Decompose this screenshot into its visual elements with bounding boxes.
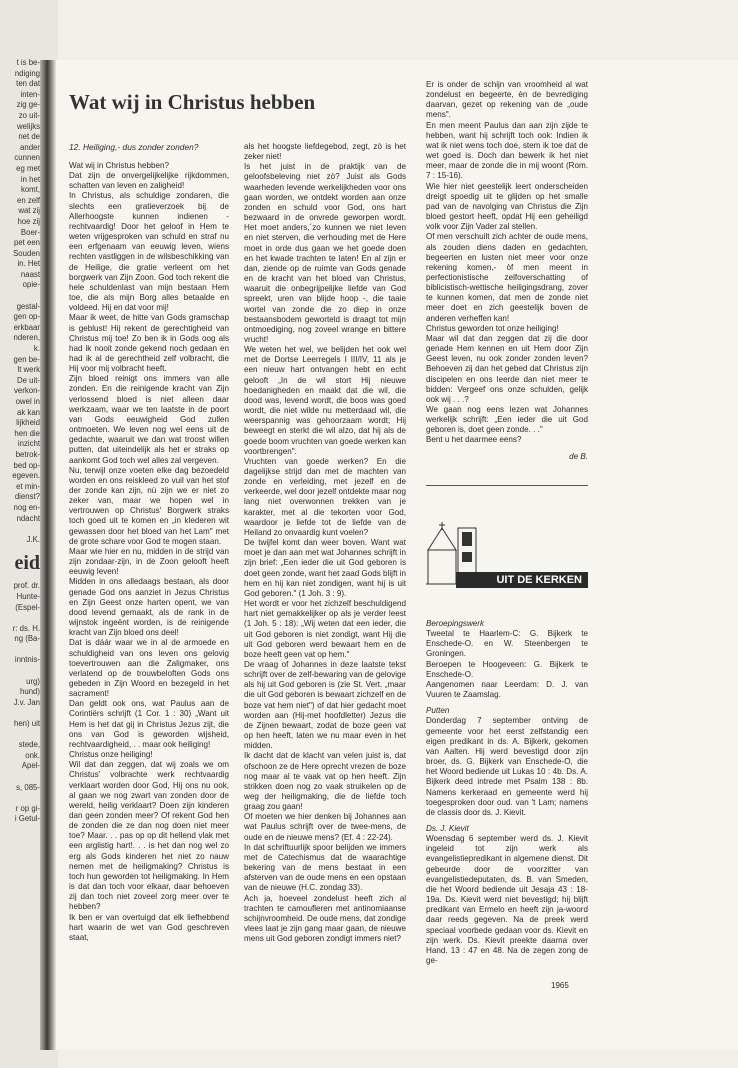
column-3-divider — [426, 485, 588, 486]
article-subhead: 12. Heiliging,- dus zonder zonden? — [69, 142, 199, 152]
spine-line: betrok- — [15, 449, 40, 459]
spine-line: lijkheid — [16, 418, 40, 428]
spine-line: inzicht — [17, 439, 40, 449]
spine-line: s, 085- — [16, 782, 40, 792]
spine-line: stede, — [18, 740, 40, 750]
spine-line: Boer- — [20, 227, 40, 237]
spine-line: zo uit- — [18, 110, 40, 120]
spine-line: k. — [33, 344, 40, 354]
spine-line: cunnen — [14, 153, 40, 163]
spine-line: naast — [20, 269, 40, 279]
article-signature: de B. — [569, 451, 588, 461]
spine-line — [0, 730, 40, 741]
spine-line: gestal- — [16, 301, 40, 311]
spine-line: net de — [18, 132, 40, 142]
spine-line: hen die — [14, 428, 40, 438]
news-section-putten — [426, 706, 588, 818]
spine-line: et min- — [16, 481, 40, 491]
spine-line: pet een — [13, 238, 40, 248]
spine-line: ander — [20, 142, 40, 152]
spine-line: i Getul- — [14, 814, 40, 824]
spine-line: (Espel- — [15, 602, 40, 612]
spine-line: gen op- — [13, 312, 40, 322]
spine-line: r: ds. H. — [12, 623, 40, 633]
uit-de-kerken-header — [426, 530, 588, 602]
spine-line: zig ge- — [16, 100, 40, 110]
spine-line: ng (Ba- — [14, 634, 40, 644]
news-text: Tweetal te Haarlem-C: G. Bijkerk te Enschede-O. en W. Steenbergen te Groningen. Beroepen te Hoogeveen: G. Bijkerk te Enschede-O. Aangenomen naar Leerdam: D. J. van Vuuren te Zaamslag. — [426, 629, 588, 700]
spine-line: hoe zij — [17, 216, 40, 226]
magazine-page — [56, 60, 738, 1050]
spine-line: inntnis- — [14, 655, 40, 665]
spine-line: onk. — [25, 750, 40, 760]
spine-line: nderen, — [13, 333, 40, 343]
spine-line: wat zij — [18, 206, 40, 216]
spine-line: hund) — [20, 687, 40, 697]
news-text: Woensdag 6 september werd ds. J. Kievit ingeleid tot zijn werk als evangelistiepredikant in algemene dienst. Dit gebeurde door de voorzitter van evangelistiedeputaten, ds. B. van Smeden, die het Woord bediende uit Jesaja 43 : 18-19a. Ds. Kievit werd niet bevestigd; hij blijft predikant van Ermelo en heeft zijn ja-woord daar reeds gegeven. Na de preek werd speciaal voorbede gedaan voor ds. Kievit en zijn werk. Ds. Kievit preekte daarna over Hand. 13 : 47 en 48. Na de zegen zong de ge- — [426, 834, 588, 965]
spine-line: Apel- — [21, 761, 40, 771]
uit-de-kerken-banner: UIT DE KERKEN — [456, 572, 588, 588]
spine-line: erkbaar — [13, 322, 40, 332]
spine-line — [0, 772, 40, 783]
news-heading: Beroepingswerk — [426, 619, 485, 628]
spine-line: prof. dr. — [13, 581, 40, 591]
spine-line: ten dat — [16, 79, 40, 89]
spine-line: nog en- — [13, 502, 40, 512]
spine-line: welijks — [17, 121, 40, 131]
book-binding — [40, 60, 56, 1050]
spine-line: en zelf — [17, 195, 40, 205]
spine-text-column — [0, 58, 40, 958]
spine-line: verkon- — [14, 386, 40, 396]
spine-line: in het — [20, 174, 40, 184]
article-column-2 — [244, 142, 406, 944]
spine-line: ak kan — [17, 407, 40, 417]
spine-line: t is be- — [16, 58, 40, 67]
article-column-1 — [69, 161, 229, 943]
column-3-text: Er is onder de schijn van vroomheid al wat zondelust en begeerte, èn de bevrediging daarvan, gezet op rekening van de „oude mens". En men meent Paulus dan aan zijn zijde te hebben, want hij schrijft toch ook: Indien ik wat ik niet wens toch doe, stem ik toe dat de wet goed is. Doch dan bewerk ik het niet meer, maar de zonde die in mij woont (Rom. 7 : 15-16). Wie hier niet geestelijk leert onderscheiden dreigt spoedig uit te glijden op het smalle pad van de navolging van Christus die Zijn bloed gestort heeft, opdat Hij een geheiligd volk voor Zijn Vader zal stellen. Of men verschuilt zich achter de oude mens, als zouden diens daden en gedachten, begeerten en lusten niet meer voor onze rekening komen,- òf men meent in perfectionistische zelfoverschatting of biblicistisch-wettische heiligingsdrang, zover te kunnen komen, dat men de zonde niet meer doet en zich geestelijk boven de anderen verheffen kan! Christus geworden tot onze heiliging! Maar wil dat dan zeggen dat zij die door genade Hem kennen en uit Hem door Zijn Geest leven, nu ook zonder zonden leven? Behoeven zij dan het gebed dat Christus zijn discipelen en ons leerde dan niet meer te bidden: Vergeef ons onze schulden, gelijk ook wij . . .? We gaan nog eens lezen wat Johannes werkelijk schrijft: „Een ieder die uit God geboren is, doet geen zonde. . ." Bent u het daarmee eens? — [426, 80, 588, 445]
spine-line: J.v. Jan — [13, 697, 40, 707]
spine-line — [0, 645, 40, 656]
news-heading: Putten — [426, 706, 450, 716]
spine-line: urg) — [26, 676, 40, 686]
spine-line: eg met — [16, 163, 40, 173]
news-section-kievit — [426, 824, 588, 966]
spine-line: dienst? — [14, 492, 40, 502]
spine-line: Souden — [13, 248, 40, 258]
spine-line — [0, 793, 40, 804]
spine-line: opie- — [22, 280, 40, 290]
spine-line — [0, 613, 40, 624]
spine-line: egeven. — [12, 471, 40, 481]
spine-line: r op gi- — [15, 803, 40, 813]
spine-line: gen be- — [13, 354, 40, 364]
news-text: Donderdag 7 september ontving de gemeente voor het eerst zelfstandig een eigen predikant in ds. A. Bijkerk, gekomen van Aalten. Hij werd bevestigd door zijn broer, ds. G. Bijkerk van Enschede-O, die het Woord bediende uit Lukas 10 : 4b. Ds. A. Bijkerk deed intrede met Psalm 138 : 8b. Namens kerkeraad en gemeente werd hij toegesproken door oud. van 't Lam; namens de classis door ds. J. Kievit. — [426, 716, 588, 817]
article-column-3 — [426, 80, 588, 462]
spine-line: owel in — [15, 397, 40, 406]
news-heading: Ds. J. Kievit — [426, 823, 469, 833]
spine-line: inten- — [20, 89, 40, 99]
spine-line: bed op- — [13, 460, 40, 470]
news-section-beroepingswerk — [426, 619, 588, 700]
spine-line: ndacht — [16, 513, 40, 523]
spine-line — [0, 291, 40, 302]
spine-line: De uit- — [17, 375, 40, 385]
article-title: Wat wij in Christus hebben — [69, 90, 316, 114]
spine-line: J.K. — [26, 534, 40, 544]
church-news-column — [426, 613, 588, 966]
spine-line — [0, 708, 40, 719]
spine-line: Hunte- — [16, 591, 40, 601]
column-2-text: als het hoogste liefdegebod, zegt, zò is het zeker niet! Is het juist in de praktijk van de geloofsbeleving niet zò? Juist als Gods waarheden levende werkelijkheden voor ons gaan worden, we ontdekt worden aan onze zonden en schuld voor God, ons hart bezwaard in de onvrede geworpen wordt. Het moet anders,´zo kunnen we niet leven en niet sterven, die verhouding met de Here moet in orde dus gaan we het goede doen en het kwade trachten te laten! En al zijn er dan, ziende op de ruimte van Gods genade en de kracht van het bloed van Christus, waaruit die onbegrijpelijke liefde van God spreekt, uren van blijde hoop -, die taaie wortel van zonde die zo diep in onze bestaansbodem geworteld is draagt tot mijn ontmoediging, nog zoveel wrange en bittere vrucht! We weten het wel, we belijden het ook wel met de Dortse Leerregels I III/IV, 11 als je een nieuw hart ontvangen hebt en echt gelooft „In de wil stort Hij nieuwe hoedanigheden en maakt dat die wil, die dood was, levend wordt, die boos was goed wordt, die niet wilde nu metterdaad wil, die weerspannig was gehoorzaam wordt; Hij beweegt en sterkt die wil alzo, dat hij als de goede boom vruchten van goede werken kan voortbrengen". Vruchten van goede werken? En die dagelijkse strijd dan met de machten van zonde en verleiding, met jezelf en de verkeerde, wel door jezelf ontdekte maar nog lang niet overwonnen trekken van je karakter, met al die tekorten voor God, waardoor je liefde tot de liefde van de Heiland zo onvaardig kunt voelen? De twijfel komt dan weer boven. Want wat moet je dan aan met wat Johannes schrijft in zijn brief: „Een ieder die uit God geboren is doet geen zonde, want het zaad Gods blijft in hem en hij kan niet zondigen, want hij is uit God geboren." (1 Joh. 3 : 9). Het wordt er voor het zichzelf beschuldigend hart niet gemakkelijker op als je verder leest (1 Joh. 5 : 18): „Wij weten dat een ieder, die uit God geboren is niet zondigt, want Hij die uit God geboren werd bewaart hem en de boze heeft geen vat op hem." De vraag of Johannes in deze laatste tekst schrijft over de zelf-bewaring van de gelovige als hij uit God geboren is (zie St. Vert. „maar die uit God geboren is bewaart zichzelf en de boze vat hem niet") of dat hier gedacht moet worden aan (Hij-met hoofdletter) Jezus die de Zijnen bewaart, zodat de boze geen vat op hen heeft, laten we nu maar even in het midden. Ik dacht dat de klacht van velen juist is, dat ofschoon ze de Here oprecht vrezen de boze nog maar al te vaak vat op hen heeft. Zijn strikken doen nog zo vaak struikelen op de weg der heiligmaking, die de liefde toch graag zou gaan! Of moeten we hier denken bij Johannes aan wat Paulus schrijft over de twee-mens, de oude en de nieuwe mens? (Ef. 4 : 22-24). In dat schriftuurlijk spoor belijden we immers met de Catechismus dat de waarachtige bekering van de mens bestaat in een afsterven van de oude mens en een opstaan van de nieuwe (H.C. zondag 33). Ach ja, hoeveel zondelust heeft zich al trachten te camoufleren met antinomiaanse schijnvroomheid. De oude mens, dat zondige vlees laat je zijn gang maar gaan, de nieuwe mens uit God geboren zondigt immers niet? — [244, 142, 406, 944]
spine-line: hen) uit — [13, 719, 40, 729]
spine-line: in. Het — [17, 259, 40, 269]
spine-line — [0, 666, 40, 677]
column-1-text: Wat wij in Christus hebben? Dat zijn de onvergelijkelijke rijkdommen, schatten van leven en zaligheid! In Christus, als schuldige zondaren, die slechts een gratieverzoek bij de Allerhoogste kunnen indienen - rechtvaardig! Door het geloof in Hem te weten vrijgesproken van schuld en straf nu een erfgenaam van eeuwig leven, wiens rechten vastliggen in de wilsbeschikking van de Heilige, die gratie verleent om het borgwerk van Zijn Zoon. God toch rekent die hele schuldenlast van mijn bestaan Hem toe, die als mijn Borg alles betaalde en voldeed. Hij en dat voor mij! Maar ik weet, de hitte van Gods gramschap is geblust! Hij rekent de gerechtigheid van Christus mij toe! Zo ben ik in Gods oog als had ik nooit zonde gekend noch gedaan en had ik al de gerechtheid zelf volbracht, die Hij voor mij volbracht heeft. Zijn bloed reinigt ons immers van alle zonden. En die reinigende kracht van Zijn verlossend bloed is niet alleen daar werkzaam, waar we ten laatste in de poort van Gods eeuwigheid God zullen ontmoeten. We leven nog wel eens uit de gedachte, waaruit we dan wat troost willen putten, dat uiteindelijk als het er straks op aankomt God toch wel alles zal vergeven. Nu, terwijl onze voeten elke dag bezoedeld worden en ons reiskleed zo vuil van het stof der zonde kan zijn, nù zijn we er niet zo zeker van, maar we hopen wel in vertrouwen op Christus' Borgwerk straks toch goed uit te komen en „in klederen wit gewassen door het bloed van het Lam" met de grote schare voor God te mogen staan. Maar wie hier en nu, midden in de strijd van zijn zondaar-zijn, in de Zoon gelooft heeft eeuwig leven! Midden in ons alledaags bestaan, als door genade God ons aanziet in Jezus Christus en Zijn Geest onze harten opent, we van dood levend gemaakt, als de rank in de wijnstok ingeënt worden, is de reinigende kracht van Zijn bloed ons deel! Dat is dáár waar we in al de armoede en schuldigheid van ons leven ons gelovig toevertrouwen aan die Zaligmaker, ons verlatend op de trouwbeloften Gods ons gebeden in Zijn Woord en bezegeld in het sacrament! Dan geldt ook ons, wat Paulus aan de Corintiërs schrijft (1 Cor. 1 : 30) „Want uit Hem is het dat gij in Christus Jezus zijt, die ons van God is geworden wijsheid, rechtvaardigheid, . . maar ook heiliging! Christus onze heiliging! Wil dat dan zeggen, dat wij zoals we om Christus' volbrachte werk rechtvaardig verklaart worden door God, Hij ons nu ook, al gaan we nog zwart van zonden door de wereld, heilig verklaart? Doen zijn kinderen dan geen zonden meer? Of rekent God hen de zonden die ze dan nog doen niet meer toe? Maar. . . pas op op dit hellend vlak met een arglistig hart!. . . is het dan nog wel zo erg als Gods kinderen het niet zo nauw nemen met de heiligmaking? Christus is toch hun geworden tot heiligmaking. In Hem is dat dan toch voor elkaar, daar behoeven zij dan toch niet zoveel zorg meer over te hebben? Ik ben er van overtuigd dat elk liefhebbend hart waarin de wet van God geschreven staat, — [69, 161, 229, 942]
spine-heading: eid — [14, 552, 40, 575]
spine-line: ndiging — [14, 68, 40, 78]
spine-line — [0, 524, 40, 535]
spine-line: komt, — [20, 185, 40, 195]
spine-line: lt werk — [17, 365, 40, 375]
page-number: 1965 — [551, 981, 569, 990]
